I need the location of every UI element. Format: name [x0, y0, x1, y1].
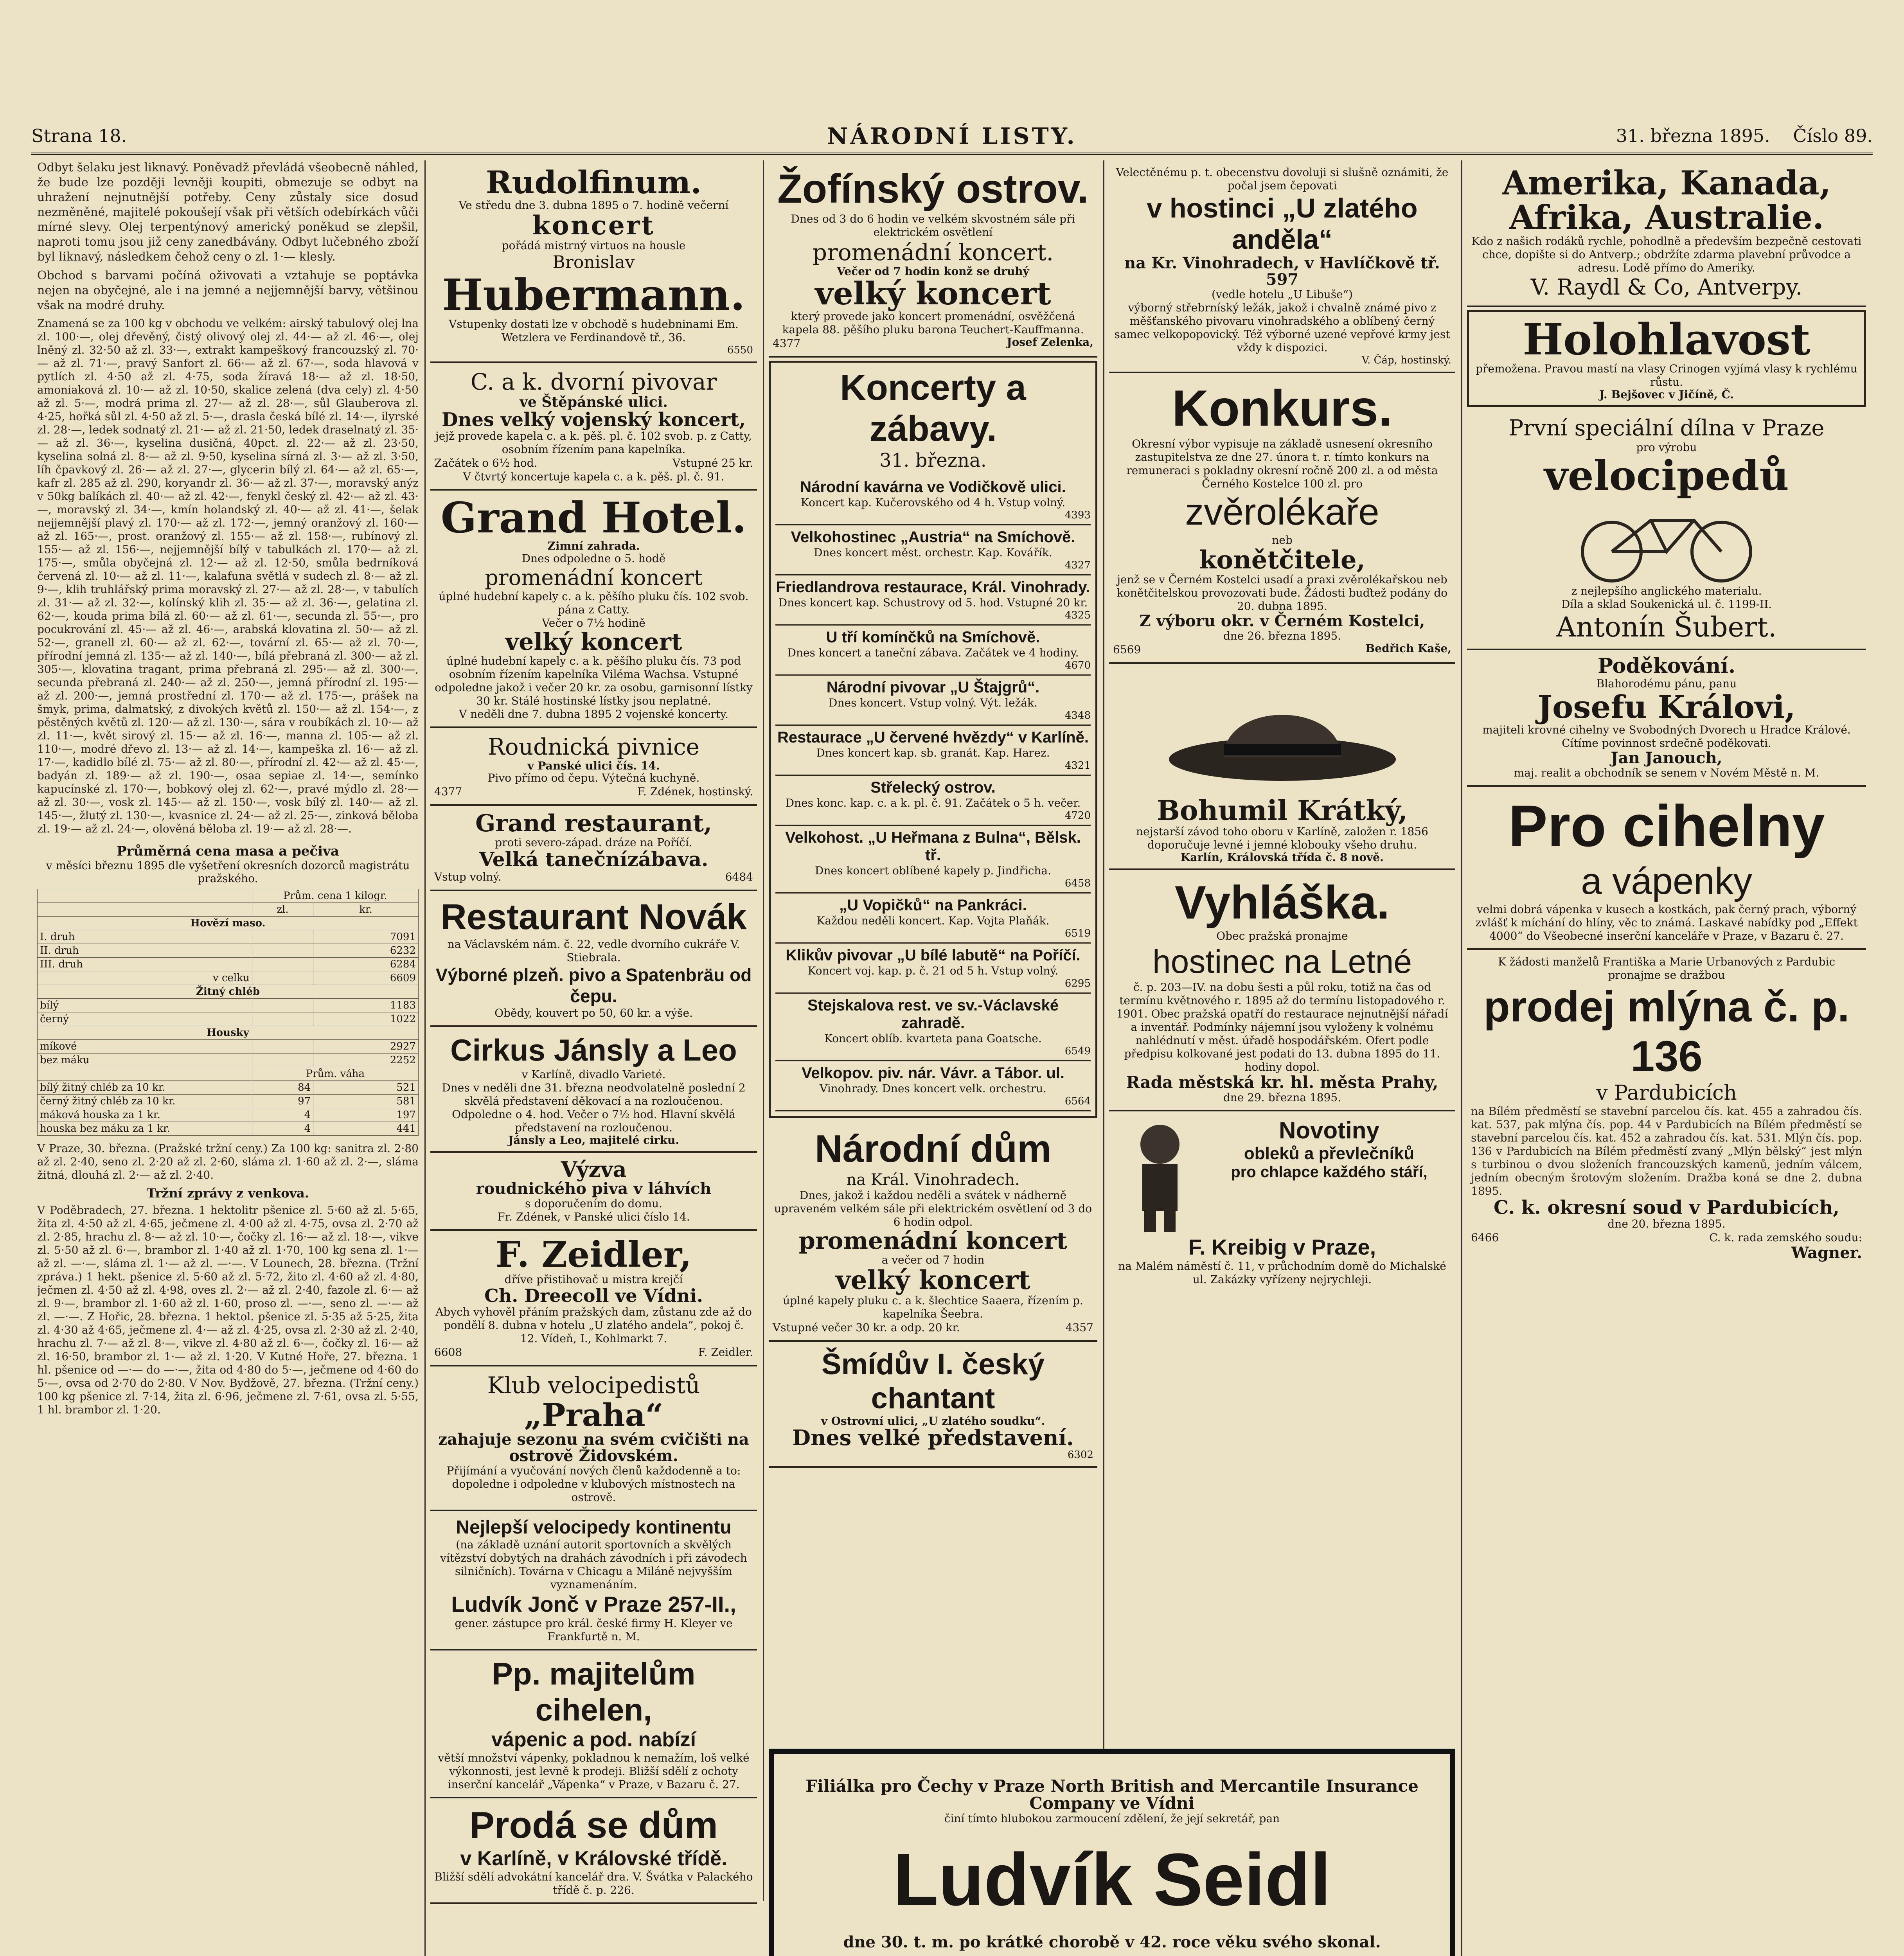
venue-name: Střelecký ostrov. [870, 779, 996, 796]
market-subtitle: v měsíci březnu 1895 dle vyšetření okresních dozorců magistrátu pražského. [46, 859, 410, 885]
venue-number: 4393 [1064, 509, 1091, 521]
column-rule [763, 160, 764, 1901]
article-dyes: Obchod s barvami počíná oživovati a vztahuje se poptávka nejen na obyčejné, ale i na jemné a nejjemnější barvy, většinou však na modré druhy. [37, 269, 419, 312]
venue-text: Koncert kap. Kučerovského od 4 h. Vstup volný. [800, 496, 1066, 509]
venue-name: Národní pivovar „U Štajgrů“. [826, 679, 1040, 696]
venue-item [775, 676, 1091, 726]
venue-number: 6519 [1064, 928, 1091, 940]
table-row: máková houska za 1 kr. 4 197 [38, 1108, 419, 1122]
venue-name: Národní kavárna ve Vodičkově ulici. [800, 478, 1066, 496]
ad-amerika: Amerika, Kanada, Afrika, Australie. Kdo z našich rodáků rychle, pohodlně a především bezpečně cestovati chce, dopište si do Antverp.; obdržíte zdarma plavební průvodce a adresu. Lodě přímo do Ameriky. V. Raydl & Co, Antverpy. [1467, 160, 1866, 307]
column-ads-2 [769, 160, 1097, 1901]
trade-report: V Poděbradech, 27. března. 1 hektolitr pšenice zl. 5·60 až zl. 5·65, žita zl. 4·50 až zl. 4·65, ječmene zl. 4·00 až zl. 4·75, ovsa zl. 2·70 až zl. 2·85, hrachu zl. 8·— až zl. 10·—, čočky zl. 16·— až zl. 18·—, vikve zl. 5·50 až zl. 6·—, brambor zl. 1·40 až zl. 1·70, 100 kg sena zl. 1·— až zl. —·—, sláma zl. 1·— až zl. —·—. V Lounech, 28. března. (Tržní zpráva.) 1 hekt. pšenice zl. 5·60 až zl. 5·72, žito zl. 4·60 až zl. 4·80, ječmen zl. 4·50 až zl. 4·98, oves zl. 2·— až zl. 2·40, fazole zl. 6·— až zl. 9·—, brambor zl. 1·60 až zl. 1·60, proso zl. —·—, seno zl. —·— až zl. —·—. Z Hořic, 28. března. 1 hektol. pšenice zl. 5·35 až 5·25, žita zl. 4·30 až 4·65, ječmene zl. 4·— až zl. 4·25, ovsa zl. 2·30 až zl. 2·40, hrachu zl. 7·— až zl. 8·—, vikve zl. 4·80 až zl. 6·—, čočky zl. 16·— až zl. 16·50, brambor zl. 1·— až zl. 1·20. V Kutné Hoře, 27. března. 1 hl. pšenice od —·— do —·—, žita od 4·80 do 5·—, ječmene od 4·60 do 5·—, ovsa od 2·70 do 2·80. V Nov. Bydžově, 27. března. (Tržní ceny.) 100 kg pšenice zl. 7·14, žita zl. 6·96, ječmene zl. 7·61, ovsa zl. 5·55, 1 hl. brambor zl. 1·20. [37, 1204, 419, 1416]
market-title: Průměrná cena masa a pečiva [117, 843, 339, 859]
venue-text: Vinohrady. Dnes koncert velk. orchestru. [819, 1082, 1047, 1095]
venue-name: Restaurace „U červené hvězdy“ v Karlíně. [777, 729, 1089, 746]
venue-name: „U Vopičků“ na Pankráci. [839, 897, 1027, 914]
venue-text: Dnes konc. kap. c. a k. pl. č. 91. Začátek o 5 h. večer. [785, 796, 1081, 810]
venue-number: 4670 [1064, 660, 1091, 672]
column-rule [1461, 160, 1462, 1956]
obituary-heading: Filiálka pro Čechy v Praze North British and Mercantile Insurance Company ve Vídni [805, 1776, 1419, 1813]
table-row: černý 1022 [38, 1012, 419, 1026]
venue-text: Každou neděli koncert. Kap. Vojta Plaňák. [816, 914, 1050, 928]
table-row: I. druh 7091 [38, 930, 419, 944]
obituary-death: dne 30. t. m. po krátké chorobě v 42. roce věku svého skonal. [843, 1933, 1381, 1952]
venue-item [775, 1061, 1091, 1111]
table-row: v celku 6609 [38, 971, 419, 985]
article-prices: Znamená se za 100 kg v obchodu ve velkém: airský tabulový olej lna zl. 100·—, olej dřevěný, čistý olivový olej zl. 44·— až zl. 46·—, olej lněný zl. 32·50 až zl. 33·—, extrakt kampeškový francouzský zl. 70·— až zl. 71·—, pravý Sanfort zl. 66·— až zl. 67·—, soda hlavová v pytlích zl. 4·50 až zl. 4·75, soda žíravá 18·— až zl. 18·50, amoniaková zl. 10·— až zl. 10·50, skalice zelená (dva cely) zl. 4·50 až zl. 5·—, modrá prima zl. 27·— až zl. 28·—, sůl Glauberova zl. 4·25, hořká sůl zl. 4·50 až zl. 5·—, drasla česká bílé zl. 14·—, ilyrské zl. 28·—, ledek sodnatý zl. 21·— až zl. 21·50, ledek draselnatý zl. 35·— až zl. 36·—, kyselina dusičná, 40pct. zl. 22·— až zl. 23·50, kyselina solná zl. 8·— až zl. 9·50, kyselina sírná zl. 3·— až zl. 3·50, líh čpavkový zl. 26·— až zl. 27·—, glycerin bílý zl. 64·— až zl. 65·—, kafr zl. 285 až zl. 290, koryandr zl. 36·— až zl. 37·—, moravský anýz v 50kg balíkách zl. 40·— až zl. 42·—, fenykl český zl. 42·— až zl. 43·—, moravský zl. 34·—, kmín holandský zl. 40·— až zl. 41·—, šelak nejjemnější plavý zl. 170·— až zl. 172·—, jemný oranžový zl. 160·— až zl. 165·—, prost. oranžový zl. 155·— až zl. 158·—, rubínový zl. 155·— až zl. 156·—, nejjemnější bílý v tabulkách zl. 170·— až zl. 175·—, smůla obyčejná zl. 12·— až zl. 12·50, smůla bedrníková červená zl. 10·— až zl. 11·—, kalafuna světlá v sudech zl. 8·— až zl. 9·—, klih truhlářský prima moravský zl. 27·— až zl. 28·—, v tabulích zl. 31·— až zl. 32·—, kolínský klih zl. 35·— až zl. 36·—, gelatina zl. 62·—, kouda prima bílá zl. 60·— až zl. 61·—, secunda zl. 55·—, pro pocukrování zl. 45·— až zl. 46·—, arabská klovatina zl. 50·— až zl. 52·—, granell zl. 60·— až zl. 62·—, tovární zl. 65·— až zl. 70·—, přírodní jemná zl. 135·— až zl. 140·—, bílá přebraná zl. 300·— až zl. 305·—, klovatina tragant, prima přebraná zl. 295·— až zl. 300·—, secunda přebraná zl. 240·— až zl. 250·—, jemná přírodní zl. 195·— až zl. 200·—, jemná prostřední zl. 170·— až zl. 175·—, prášek na šmyk, prima, dalmatský, z divokých květů zl. 150·— až zl. 154·—, z pěstěných květů zl. 120·— až zl. 130·—, sára v roubíkách zl. 10·— až zl. 11·—, květ sirový zl. 15·— až zl. 16·—, manna zl. 105·— až zl. 110·—, modré dřevo zl. 13·— až zl. 14·—, kampeška zl. 16·— až zl. 17·—, kadidlo bílé zl. 75·— až zl. 80·—, přírodní zl. 42·— až zl. 45·—, badyán zl. 189·— až zl. 190·—, osaa sepiae zl. 14·—, semínko kapucínské zl. 170·—, bobkový olej zl. 62·—, pravé mýdlo zl. 28·— až zl. 30·—, vosk zl. 145·— až zl. 150·—, vosk bílý zl. 140·— až zl. 145·—, žlutý zl. 130·—, kvasnice zl. 24·— až zl. 25·—, zinková běloba zl. 19·— až zl. 24·—, olověná běloba zl. 19·— až zl. 28·—. [37, 317, 419, 835]
venue-number: 4325 [1064, 609, 1091, 622]
venue-number: 4321 [1064, 760, 1091, 772]
trade-title: Tržní zprávy z venkova. [146, 1186, 309, 1201]
page-number: Strana 18. [31, 125, 127, 146]
ad-cirkus: Cirkus Jánsly a Leo v Karlíně, divadlo Varieté. Dnes v neděli dne 31. března neodvolatelně poslední 2 skvělá představení děkovací a na rozloučenou. Odpoledne o 4. hod. Večer o 7½ hod. Hlavní skvělá představení na rozloučenou. Jánsly a Leo, majitelé cirku. [430, 1027, 757, 1153]
venue-number: 4348 [1064, 710, 1091, 722]
venue-number: 6458 [1064, 877, 1091, 890]
ad-vyzva: Výzva roudnického piva v láhvích s doporučením do domu. Fr. Zdének, v Panské ulici číslo 14. [430, 1153, 757, 1231]
obituary-name: Ludvík Seidl [893, 1838, 1331, 1922]
venue-item [775, 894, 1091, 944]
venue-list [775, 475, 1091, 1111]
ad-podekovani: Poděkování. Blahorodému pánu, panu Josefu Královi, majiteli krovné cihelny ve Svobodných Dvorech u Hradce Králové. Cítíme povinnost srdečně poděkovati. Jan Janouch, maj. realit a obchodník se senem v Novém Městě n. M. [1467, 650, 1866, 787]
ad-kratky: Bohumil Krátký, nejstarší závod toho oboru v Karlíně, založen r. 1856 doporučuje levné i jemné klobouky všeho druhu. Karlín, Královská třída č. 8 nově. [1109, 664, 1455, 870]
ad-konkurs: Konkurs. Okresní výbor vypisuje na základě usnesení okresního zastupitelstva ze dne 27. února t. r. tímto konkurs na remuneraci s pokladny okresní ročně 200 zl. a od města Černého Kostelce 100 zl. pro zvěrolékaře neb konětčitele, jenž se v Černém Kostelci usadí a praxi zvěrolékařskou neb konětčitelskou provozovati bude. Žádosti buďtež podány do 20. dubna 1895. Z výboru okr. v Černém Kostelci, dne 26. března 1895. 6569 Bedřich Kaše, [1109, 373, 1455, 664]
venue-item [775, 575, 1091, 626]
venue-name: Velkohostinec „Austria“ na Smíchově. [791, 529, 1075, 546]
venue-text: Dnes koncert kap. Schustrovy od 5. hod. Vstupné 20 kr. [778, 596, 1088, 609]
table-row: II. druh 6232 [38, 944, 419, 958]
venue-text: Dnes koncert měst. orchestr. Kap. Kovářík. [814, 546, 1052, 559]
page-header [31, 117, 1873, 155]
venue-item [775, 826, 1091, 894]
venue-number: 4720 [1064, 810, 1091, 822]
ad-roudnicka: Roudnická pivnice v Panské ulici čís. 14. Pivo přímo od čepu. Výtečná kuchyně. 4377 F. Zdének, hostinský. [430, 728, 757, 806]
ad-velocipedy: První speciální dílna v Praze pro výrobu velocipedů z nejlepšího anglického materialu. Díla a sklad Soukenická ul. č. 1199-II. Antonín Šubert. [1467, 410, 1866, 650]
column-economy [37, 160, 419, 1956]
venue-text: Dnes koncert. Vstup volný. Výt. ležák. [829, 696, 1037, 710]
venue-name: Velkopov. piv. nár. Vávr. a Tábor. ul. [801, 1064, 1065, 1082]
ad-proda: Prodá se dům v Karlíně, v Královské třídě. Bližší sdělí advokátní kancelář dra. V. Švátka v Palackého třídě č. p. 226. [430, 1798, 757, 1904]
ad-klub: Klub velocipedistů „Praha“ zahajuje sezonu na svém cvičišti na ostrově Židovském. Přijímání a vyučování nových členů každodenně a to: dopoledne i odpoledne v klubových místnostech na ostrově. [430, 1366, 757, 1511]
venue-item [775, 626, 1091, 676]
venue-text: Dnes koncert oblíbené kapely p. Jindřicha. [815, 864, 1051, 877]
venue-item [775, 726, 1091, 776]
ad-kreibig: Novotiny obleků a převlečníků pro chlapce každého stáří, F. Kreibig v Praze, na Malém náměstí č. 11, v průchodním domě do Michalské ul. Zakázky vyřízeny nejrychleji. [1109, 1111, 1455, 1292]
venue-item [775, 994, 1091, 1061]
ad-holohlavost: Holohlavost přemožena. Pravou mastí na vlasy Crinogen vyjímá vlasy k rychlému růstu. J. Bejšovec v Jičíně, Č. [1467, 310, 1866, 407]
table-row: bílý 1183 [38, 999, 419, 1012]
boy-illustration-icon [1113, 1117, 1207, 1234]
ad-narodni-dum: Národní dům na Král. Vinohradech. Dnes, jakož i každou neděli a svátek v nádherně upraveném velkém sále při elektrickém osvětlení od 3 do 6 hodin odpol. promenádní koncert a večer od 7 hodin velký koncert úplné kapely pluku c. a k. šlechtice Saaera, řízením p. kapelníka Šeebra. Vstupné večer 30 kr. a odp. 20 kr. 4357 [769, 1121, 1097, 1341]
ad-velo: Nejlepší velocipedy kontinentu (na základě uznání autorit sportovních a skvělých vítězství dobytých na drahách závodních i při závodech silničních). Továrna v Chicagu a Miláně nejvyšším vyznamenáním. Ludvík Jonč v Praze 257-II., gener. zástupce pro král. české firmy H. Kleyer ve Frankfurtě n. M. [430, 1511, 757, 1650]
venue-text: Koncert voj. kap. p. č. 21 od 5 h. Vstup volný. [807, 964, 1059, 978]
obituary-intro: činí tímto hlubokou zarmoucení zdělení, že její sekretář, pan [944, 1812, 1280, 1825]
ad-cihelen: Pp. majitelům cihelen, vápenic a pod. nabízí větší množství vápenky, pokladnou k nemažím, loš velké výkonnosti, jest levně k prodeji. Bližší sdělí z ochoty inserční kancelář „Vápenka“ v Praze, v Bazaru č. 27. [430, 1650, 757, 1798]
ad-pro-cihelny: Pro cihelny a vápenky velmi dobrá vápenka v kusech a kostkách, pak černý prach, výborný zvlášť k míchání do hlíny, věc to známá. Laskavé nabídky pod „Effekt 4000“ do Všeobecné inserční kanceláře v Praze, v Bazaru č. 27. [1467, 787, 1866, 950]
ad-vyhlaska: Vyhláška. Obec pražská pronajme hostinec na Letné č. p. 203—IV. na dobu šesti a půl roku, totiž na čas od termínu květnového r. 1895 až do termínu listopadového r. 1901. Obec pražská opatří do restaurace nejnutnější nářadí a inventář. Podmínky nájemní jsou vyloženy k volnému nahlédnutí v měst. úřadě hospodářském. Ofert podle předpisu kolkované jest podati do 13. dubna 1895 do 11. hodiny dopol. Rada městská kr. hl. města Prahy, dne 29. března 1895. [1109, 870, 1455, 1111]
ad-zofin: Žofínský ostrov. Dnes od 3 do 6 hodin ve velkém skvostném sále při elektrickém osvětlení promenádní koncert. Večer od 7 hodin konž se druhý velký koncert který provede jako koncert promenádní, osvěžčená kapela 88. pěšího pluku barona Teuchert-Kauffmanna. 4377 Josef Zelenka, [769, 160, 1097, 358]
concerts-box: Koncerty a zábavy. 31. března. Národní kavárna ve Vodičkově ulici. Koncert kap. Kučerovského od 4 h. Vstup volný. 4393 Velkohostinec „Austria“ na Smíchově. Dnes koncert měst. orchestr. Kap. Kovářík. 4327 Friedlandrova restaurace, Král. Vinohrady. Dnes koncert kap. Schustrovy od 5. hod. Vstupné 20 kr. 4325 U tří komínčků na Smíchově. Dnes koncert a taneční zábava. Začátek ve 4 hodiny. 4670 Národní pivovar „U Štajgrů“. Dnes koncert. Vstup volný. Výt. ležák. 4348 Restaurace „U červené hvězdy“ v Karlíně. Dnes koncert kap. sb. granát. Kap. Harez. 4321 Střelecký ostrov. Dnes konc. kap. c. a k. pl. č. 91. Začátek o 5 h. večer. 4720 Velkohost. „U Heřmana z Bulna“, Bělsk. tř. Dnes koncert oblíbené kapely p. Jindřicha. 6458 „U Vopičků“ na Pankráci. Každou neděli koncert. Kap. Vojta Plaňák. 6519 Klikův pivovar „U bílé labutě“ na Poříčí. Koncert voj. kap. p. č. 21 od 5 h. Vstup volný. 6295 Stejskalova rest. ve sv.-Václavské zahradě. Koncert oblíb. kvarteta pana Goatsche. 6549 Velkopov. piv. nár. Vávr. a Tábor. ul. Vinohrady. Dnes koncert velk. orchestru. 6564 [769, 361, 1097, 1118]
ad-novak: Restaurant Novák na Václavském nám. č. 22, vedle dvorního cukráře V. Stiebrala. Výborné plzeň. pivo a Spatenbräu od čepu. Obědy, kouvert po 50, 60 kr. a výše. [430, 891, 757, 1027]
date-issue: 31. března 1895. Číslo 89. [1616, 125, 1873, 146]
ad-hostinec: Velectěnému p. t. obecenstvu dovoluji si slušně oznámiti, že počal jsem čepovati v hostinci „U zlatého anděla“ na Kr. Vinohradech, v Havlíčkově tř. 597 (vedle hotelu „U Libuše“) výborný střebrníský ležák, jakož i chvalně známé pivo z měšťanského pivovaru vinohradského a oblíbený černý samec velkopopovický. Též výborné uzené vepřové krmy jest vždy k dispozici. V. Čáp, hostinský. [1109, 160, 1455, 373]
article-shellac: Odbyt šelaku jest liknavý. Poněvadž převládá všeobecně náhled, že bude lze později levněji koupiti, obmezuje se odbyt na uhražení nejnutnější potřeby. Ceny zůstaly sice dosud nezměněné, majitelé pokoušejí však při větších odebírkách vůči mírné slevy. Olej terpentýnový americký poněkud se zlepšil, naproti tomu jsou již ceny zanedbávány. Odbyt lučebného zboží byl liknavý, následkem čehož ceny o zl. 1·— klesly. [37, 161, 419, 264]
column-rule [424, 160, 426, 1956]
column-ads-3 [1109, 160, 1455, 1901]
table-row: bílý žitný chléb za 10 kr. 84 521 [38, 1081, 419, 1095]
ad-prodej-mlyna: K žádosti manželů Františka a Marie Urbanových z Pardubic pronajme se dražbou prodej mlýna č. p. 136 v Pardubicích na Bílém předměstí se stavební parcelou čís. kat. 455 a zahradou čís. kat. 537, pak mlýna čís. pop. 44 v Pardubicích na Bílém předměstí se stavební parcelou čís. kat. 452 a zahradou čís. kat. 531. Mlýn čís. pop. 136 v Pardubicích na Bílém předměstí zvaný „Mlýn bělský“ jest mlýn s turbinou o dvou složeních francouzských kamenů, jedním válcem, jedním obecným šrotovým složením. Dražba koná se dne 2. dubna 1895. C. k. okresní soud v Pardubicích, dne 20. března 1895. 6466 C. k. rada zemského soudu: Wagner. [1471, 955, 1862, 1262]
venue-number: 6295 [1064, 978, 1091, 990]
table-row: černý žitný chléb za 10 kr. 97 581 [38, 1095, 419, 1108]
venue-number: 6549 [1064, 1045, 1091, 1057]
venue-text: Koncert oblíb. kvarteta pana Goatsche. [824, 1032, 1042, 1045]
venue-item [775, 944, 1091, 994]
hat-icon [1165, 677, 1400, 787]
column-rule [1103, 160, 1104, 1901]
ad-smidov: Šmídův I. český chantant v Ostrovní ulici, „U zlatého soudku“. Dnes velké představení. 6302 [769, 1342, 1097, 1468]
ad-pivovar: C. a k. dvorní pivovar ve Štěpánské ulici. Dnes velký vojenský koncert, jejž provede kapela c. a k. pěš. pl. č. 102 svob. p. z Catty, osobním řízením pana kapelníka. Začátek o 6½ hod. Vstupné 25 kr. V čtvrtý koncertuje kapela c. a k. pěš. pl. č. 91. [430, 363, 757, 491]
prague-report: V Praze, 30. března. (Pražské tržní ceny.) Za 100 kg: sanitra zl. 2·80 až zl. 2·40, seno zl. 2·20 až zl. 2·60, sláma zl. 1·60 až zl. 2·—, sláma žitná, dlouhá zl. 2·— až zl. 2·40. [37, 1142, 419, 1181]
venue-text: Dnes koncert a taneční zábava. Začátek ve 4 hodiny. [787, 646, 1079, 660]
venue-name: U tří komínčků na Smíchově. [826, 629, 1040, 646]
table-row: bez máku 2252 [38, 1054, 419, 1067]
ad-grand-hotel: Grand Hotel. Zimní zahrada. Dnes odpoledne o 5. hodě promenádní koncert úplné hudební kapely c. a k. pěšího pluku čís. 102 svob. pána z Catty. Večer o 7½ hodině velký koncert úplné hudební kapely c. a k. pěšího pluku čís. 73 pod osobním řízením kapelníka Viléma Wachsa. Vstupné odpoledne jakož i večer 20 kr. za osobu, garnisonní lístky 30 kr. Stálé hostinské lístky jsou neplatné. V neděli dne 7. dubna 1895 2 vojenské koncerty. [430, 491, 757, 728]
venue-item [775, 475, 1091, 525]
bicycle-icon [1569, 497, 1764, 583]
venue-name: Friedlandrova restaurace, Král. Vinohrady. [776, 579, 1090, 596]
venue-name: Klikův pivovar „U bílé labutě“ na Poříčí. [786, 947, 1081, 964]
ad-rudolfinum: Rudolfinum. Ve středu dne 3. dubna 1895 o 7. hodině večerní koncert pořádá mistrný virtuos na housle Bronislav Hubermann. Vstupenky dostati lze v obchodě s hudebninami Em. Wetzlera ve Ferdinandově tř., 36. 6550 [430, 160, 757, 363]
column-ads-1 [430, 160, 757, 1956]
venue-number: 6564 [1064, 1095, 1091, 1107]
venue-name: Velkohost. „U Heřmana z Bulna“, Bělsk. tř. [785, 829, 1081, 864]
venue-item [775, 525, 1091, 575]
column-ads-4 [1467, 160, 1866, 1956]
masthead: NÁRODNÍ LISTY. [827, 123, 1077, 149]
venue-name: Stejskalova rest. ve sv.-Václavské zahradě. [807, 997, 1059, 1032]
obituary-box [769, 1749, 1455, 1956]
venue-item [775, 776, 1091, 826]
price-table: Prům. cena 1 kilogr. zl. kr. Hovězí maso. I. druh 7091 II. druh 6232 III. druh 6284 v celku 6609 Žitný chléb bílý 1183 černý 1022 Housky míkové 2927 bez máku 2252 Prům. váha bílý žitný chléb za 10 kr. 84 521 černý žitný chléb za 10 kr. 97 581 máková houska za 1 kr. 4 197 houska bez máku za 1 kr. 4 441 [37, 889, 419, 1136]
ad-zeidler: F. Zeidler, dříve přistihovač u mistra krejčí Ch. Dreecoll ve Vídni. Abych vyhověl přáním pražských dam, zůstanu zde až do pondělí 8. dubna v hotelu „U zlatého andela“, pokoj č. 12. Vídeň, I., Kohlmarkt 7. 6608 F. Zeidler. [430, 1231, 757, 1366]
table-row: houska bez máku za 1 kr. 4 441 [38, 1122, 419, 1136]
venue-text: Dnes koncert kap. sb. granát. Kap. Harez. [816, 746, 1050, 760]
venue-number: 4327 [1064, 559, 1091, 572]
ad-grand-restaurant: Grand restaurant, proti severo-západ. dráze na Poříčí. Velká tanečnízábava. Vstup volný. 6484 [430, 806, 757, 891]
table-row: míkové 2927 [38, 1040, 419, 1054]
table-row: III. druh 6284 [38, 958, 419, 971]
